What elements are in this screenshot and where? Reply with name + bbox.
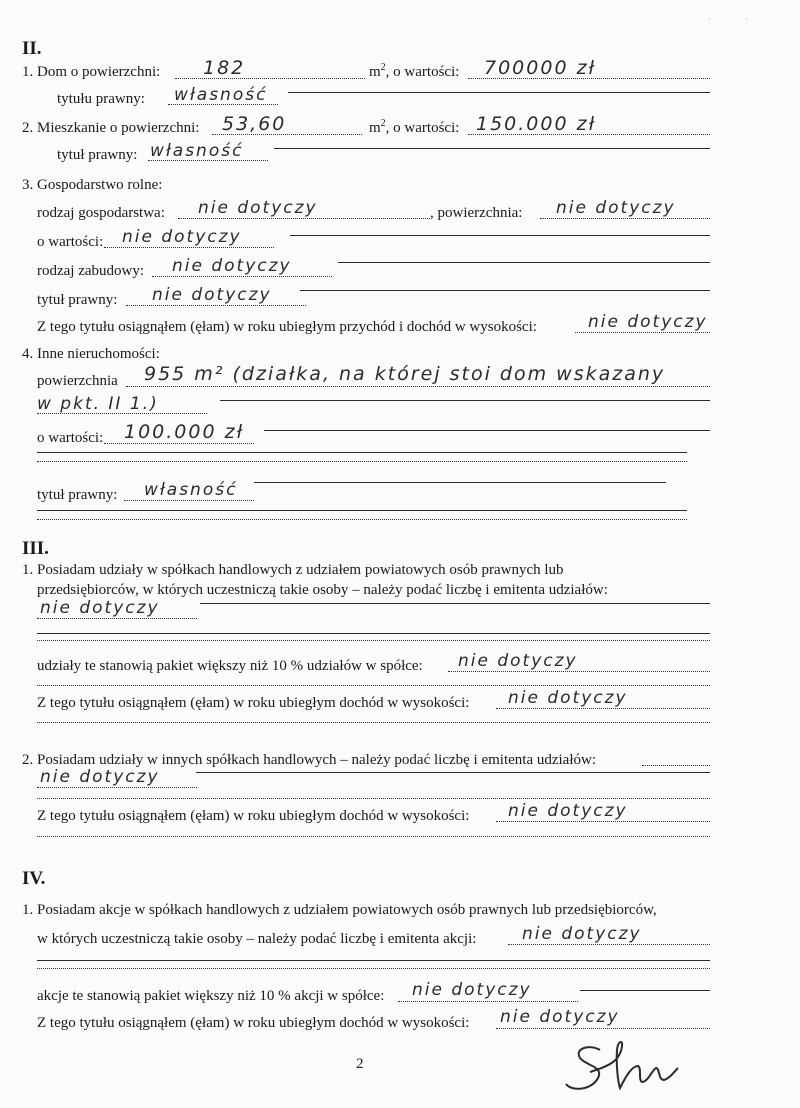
iii-item1-packet-label: udziały te stanowią pakiet większy niż 10 % udziałów w spółce:: [37, 658, 423, 674]
dom-title-label: tytułu prawny:: [57, 91, 145, 107]
gospodarstwo-area-dots: [540, 218, 710, 219]
inne-title-strike-line: [254, 482, 666, 483]
iii-item1-income-label: Z tego tytułu osiągnąłem (ęłam) w roku ubiegłym dochód w wysokości:: [37, 695, 470, 711]
iv-item1-income-value: nie dotyczy: [500, 1007, 620, 1027]
gospodarstwo-title-label: tytuł prawny:: [37, 292, 118, 308]
gospodarstwo-type-label: rodzaj gospodarstwa:: [37, 205, 165, 221]
dom-label: 1. Dom o powierzchni:: [22, 64, 161, 80]
inne-blank-line-2: [37, 510, 687, 511]
inne-blank-line-1: [37, 452, 687, 453]
gospodarstwo-title-dots: [126, 305, 306, 306]
inne-area-cont-strike-line: [220, 400, 710, 401]
inne-area-value-cont: w pkt. II 1.): [37, 394, 159, 414]
gospodarstwo-build-dots: [152, 276, 332, 277]
scan-speck: ·: [745, 14, 748, 24]
page-number: 2: [356, 1056, 364, 1072]
inne-value-label: o wartości:: [37, 430, 104, 446]
iii-item1-text-line2: przedsiębiorców, w których uczestniczą takie osoby – należy podać liczbę i emitenta udziałów:: [37, 582, 608, 598]
iv-item1-text-line1: 1. Posiadam akcje w spółkach handlowych z udziałem powiatowych osób prawnych lub przedsiębiorców,: [22, 902, 657, 918]
gospodarstwo-build-label: rodzaj zabudowy:: [37, 263, 145, 279]
scan-speck: ·: [708, 14, 711, 24]
iv-item1-income-label: Z tego tytułu osiągnąłem (ęłam) w roku ubiegłym dochód w wysokości:: [37, 1015, 470, 1031]
mieszkanie-value: 150.000 zł: [476, 113, 597, 135]
inne-value-strike-line: [264, 430, 710, 431]
iii-item2-income-dots: [496, 821, 710, 822]
iv-item1-packet-strike-line: [580, 990, 710, 991]
iii-item1-strike-line-b: [37, 633, 710, 634]
iv-item1-answer-dots: [508, 944, 710, 945]
iii-item2-blank-dots: [37, 798, 710, 799]
dom-title-strike-line: [288, 92, 710, 93]
iv-item1-packet-label: akcje te stanowią pakiet większy niż 10 % akcji w spółce:: [37, 988, 385, 1004]
gospodarstwo-build-strike-line: [338, 262, 710, 263]
inne-label: 4. Inne nieruchomości:: [22, 346, 160, 362]
dom-unit: $m^2$, o wartości:: [369, 62, 460, 80]
handwritten-signature-icon: [560, 1036, 690, 1100]
gospodarstwo-value-label: o wartości:: [37, 234, 104, 250]
iii-item1-answer-dots: [37, 618, 197, 619]
iii-item2-income-label: Z tego tytułu osiągnąłem (ęłam) w roku ubiegłym dochód w wysokości:: [37, 808, 470, 824]
iv-item1-answer: nie dotyczy: [522, 924, 642, 944]
gospodarstwo-title-value: nie dotyczy: [152, 285, 272, 305]
gospodarstwo-value-value: nie dotyczy: [122, 227, 242, 247]
mieszkanie-label: 2. Mieszkanie o powierzchni:: [22, 120, 200, 136]
iii-item2-income-blank-dots: [37, 836, 710, 837]
iv-item1-text-line2: w których uczestniczą takie osoby – należy podać liczbę i emitenta akcji:: [37, 931, 477, 947]
iii-item2-text-dots: [642, 765, 710, 766]
dom-value: 700000 zł: [484, 57, 596, 79]
iii-item2-text: 2. Posiadam udziały w innych spółkach handlowych – należy podać liczbę i emitenta udziałów:: [22, 752, 596, 768]
inne-title-value: własność: [144, 480, 238, 500]
iii-item1-answer: nie dotyczy: [40, 598, 160, 618]
gospodarstwo-label: 3. Gospodarstwo rolne:: [22, 177, 163, 193]
gospodarstwo-income-dots: [575, 332, 710, 333]
iv-item1-packet-value: nie dotyczy: [412, 980, 532, 1000]
inne-area-dots: [126, 386, 710, 387]
section-iv-heading: IV.: [22, 868, 46, 889]
iii-item1-income-value: nie dotyczy: [508, 688, 628, 708]
iv-item1-packet-dots: [398, 1001, 578, 1002]
inne-blank-dots-1: [37, 461, 687, 462]
iv-item1-income-dots: [496, 1028, 710, 1029]
gospodarstwo-income-value: nie dotyczy: [588, 312, 708, 332]
inne-value-dots: [104, 443, 254, 444]
dom-area-value: 182: [203, 57, 246, 79]
mieszkanie-title-value: własność: [150, 141, 244, 161]
iii-item2-strike-line: [196, 772, 710, 773]
iii-item1-income-blank-dots: [37, 722, 710, 723]
inne-value-value: 100.000 zł: [124, 421, 245, 443]
section-iii-heading: III.: [22, 538, 49, 559]
iii-item1-blank-dots: [37, 640, 710, 641]
iii-item1-packet-value: nie dotyczy: [458, 651, 578, 671]
gospodarstwo-value-dots: [104, 247, 274, 248]
iii-item1-text-line1: 1. Posiadam udziały w spółkach handlowych z udziałem powiatowych osób prawnych lub: [22, 562, 564, 578]
iv-item1-blank-dots: [37, 968, 710, 969]
mieszkanie-title-label: tytuł prawny:: [57, 147, 138, 163]
gospodarstwo-build-value: nie dotyczy: [172, 256, 292, 276]
inne-blank-dots-2: [37, 519, 687, 520]
iii-item2-income-value: nie dotyczy: [508, 801, 628, 821]
gospodarstwo-income-label: Z tego tytułu osiągnąłem (ęłam) w roku ubiegłym przychód i dochód w wysokości:: [37, 319, 537, 335]
iii-item1-strike-line-a: [200, 603, 710, 604]
iv-item1-strike-line: [37, 960, 710, 961]
section-ii-heading: II.: [22, 38, 42, 59]
iii-item2-answer-dots: [37, 787, 197, 788]
gospodarstwo-title-strike-line: [300, 290, 710, 291]
gospodarstwo-area-label: , powierzchnia:: [430, 205, 523, 221]
iii-item1-packet-blank-dots: [37, 685, 710, 686]
mieszkanie-area-value: 53,60: [222, 113, 287, 135]
dom-title-value: własność: [174, 85, 268, 105]
mieszkanie-unit: $m^2$, o wartości:: [369, 118, 460, 136]
iii-item2-answer: nie dotyczy: [40, 767, 160, 787]
inne-area-label: powierzchnia: [37, 373, 118, 389]
gospodarstwo-value-strike-line: [290, 235, 710, 236]
inne-title-dots: [124, 500, 254, 501]
inne-area-value: 955 m² (działka, na której stoi dom wskazany: [144, 363, 666, 385]
inne-title-label: tytuł prawny:: [37, 487, 118, 503]
iii-item1-packet-dots: [448, 671, 710, 672]
mieszkanie-title-strike-line: [274, 148, 710, 149]
gospodarstwo-type-dots: [178, 218, 430, 219]
gospodarstwo-type-value: nie dotyczy: [198, 198, 318, 218]
gospodarstwo-area-value: nie dotyczy: [556, 198, 676, 218]
iii-item1-income-dots: [496, 708, 710, 709]
